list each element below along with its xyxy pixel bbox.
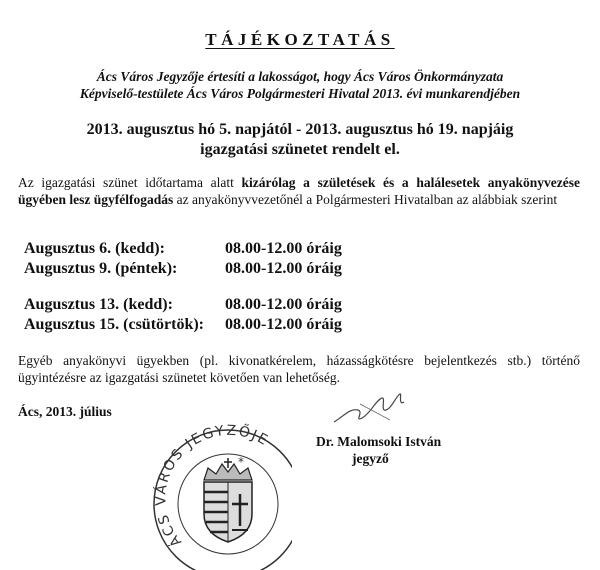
stamp-star-icon: * (238, 455, 244, 469)
schedule-hours: 08.00-12.00 óráig (225, 296, 342, 313)
schedule-day: Augusztus 13. (kedd): (24, 296, 173, 313)
schedule-day: Augusztus 9. (péntek): (24, 260, 178, 277)
schedule-day: Augusztus 15. (csütörtök): (24, 316, 204, 333)
period-line-1: 2013. augusztus hó 5. napjától - 2013. augusztus hó 19. napjáig (86, 121, 514, 138)
schedule-row (24, 316, 342, 334)
coat-of-arms-icon (204, 458, 252, 542)
schedule-hours: 08.00-12.00 óráig (225, 240, 342, 257)
intro-line-1: Ács Város Jegyzője értesíti a lakosságot, hogy Ács Város Önkormányzata (96, 69, 504, 84)
notice-text-after: az anyakönyvvezetőnél a Polgármesteri Hivatalban az alábbiak szerint (173, 192, 558, 207)
schedule-day: Augusztus 6. (kedd): (24, 240, 165, 257)
stamp-text: ÁCS VÁROS JEGYZŐJE (153, 422, 272, 550)
other-matters-paragraph: Egyéb anyakönyvi ügyekben (pl. kivonatkérelem, házasságkötésre bejelentkezés stb.) történő ügyintézésre az igazgatási szünetet követően van lehetőség. (18, 353, 580, 385)
intro-line-2: Képviselő-testülete Ács Város Polgármesteri Hivatal 2013. évi munkarendjében (79, 86, 521, 101)
schedule-row (24, 240, 342, 258)
official-stamp (142, 422, 292, 570)
document-title: TÁJÉKOZTATÁS (205, 30, 395, 49)
signature-scribble (330, 388, 410, 428)
notice-paragraph (18, 174, 580, 208)
place-date: Ács, 2013. július (18, 404, 112, 419)
notice-text-bold: kizárólag a születések és a halálesetek anyakönyvezése ügyében lesz ügyfélfogadás (18, 175, 580, 207)
signatory-role: jegyző (352, 451, 389, 466)
notice-text-before: Az igazgatási szünet időtartama alatt (18, 175, 242, 190)
period-line-2: igazgatási szünetet rendelt el. (200, 141, 400, 158)
schedule-hours: 08.00-12.00 óráig (225, 260, 342, 277)
schedule-row (24, 260, 342, 278)
schedule-row (24, 296, 342, 314)
schedule-hours: 08.00-12.00 óráig (225, 316, 342, 333)
signatory-name: Dr. Malomsoki István (316, 434, 442, 449)
